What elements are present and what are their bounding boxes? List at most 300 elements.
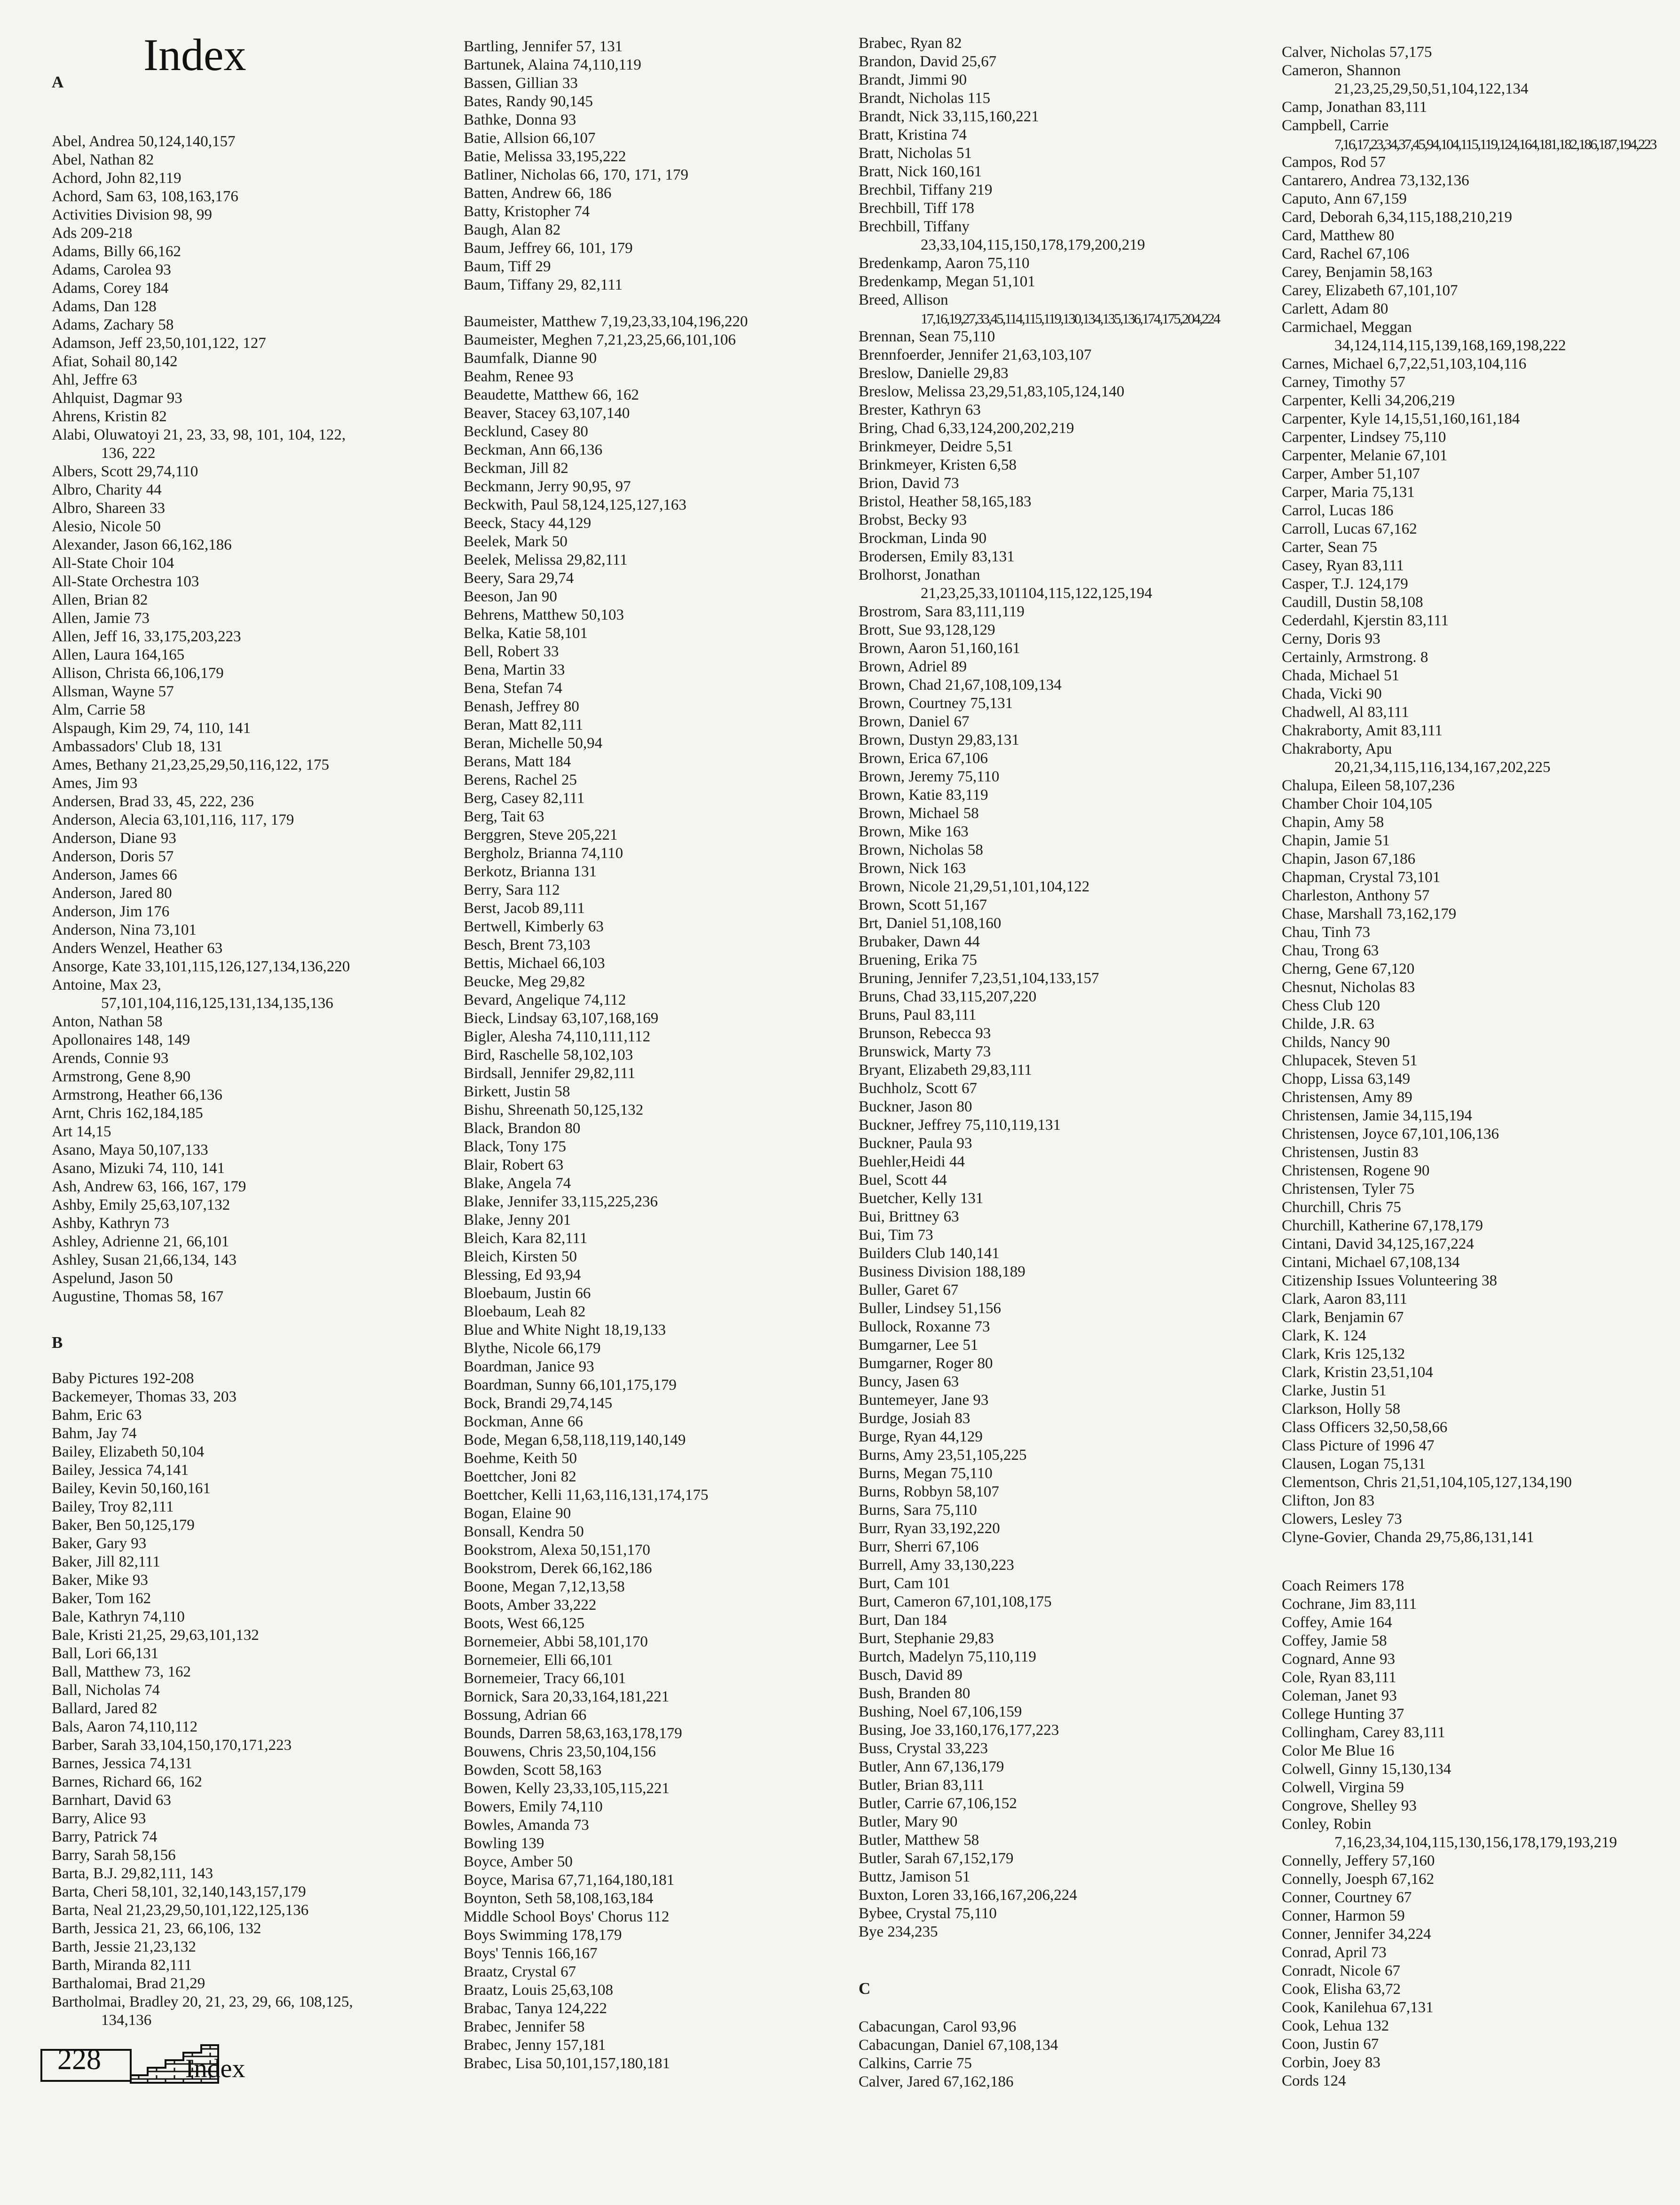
- index-entry: Conner, Harmon 59: [1282, 1907, 1405, 1924]
- index-entry: Bush, Branden 80: [859, 1685, 970, 1702]
- index-entry: Bailey, Kevin 50,160,161: [52, 1480, 211, 1497]
- index-entry: Bredenkamp, Aaron 75,110: [859, 255, 1030, 272]
- index-entry: Builders Club 140,141: [859, 1245, 1000, 1262]
- index-entry: Bell, Robert 33: [464, 643, 559, 660]
- index-entry: Ball, Matthew 73, 162: [52, 1663, 191, 1680]
- index-entry: Boys Swimming 178,179: [464, 1927, 622, 1944]
- index-entry: Carroll, Lucas 67,162: [1282, 520, 1417, 537]
- index-entry: Cantarero, Andrea 73,132,136: [1282, 172, 1469, 189]
- index-entry: Cerny, Doris 93: [1282, 630, 1380, 647]
- index-entry: Brown, Aaron 51,160,161: [859, 640, 1020, 657]
- index-entry: Beran, Michelle 50,94: [464, 735, 603, 752]
- index-entry: Chada, Vicki 90: [1282, 685, 1382, 702]
- index-entry: Ashby, Emily 25,63,107,132: [52, 1197, 230, 1213]
- index-entry: Cognard, Anne 93: [1282, 1651, 1396, 1668]
- index-entry: Boots, Amber 33,222: [464, 1597, 597, 1614]
- index-entry: Carmichael, Meggan: [1282, 319, 1412, 336]
- index-entry: Bornemeier, Tracy 66,101: [464, 1670, 626, 1687]
- index-entry: Buncy, Jasen 63: [859, 1373, 959, 1390]
- index-entry: Bybee, Crystal 75,110: [859, 1905, 997, 1922]
- index-entry: Bigler, Alesha 74,110,111,112: [464, 1028, 651, 1045]
- index-entry: Ashby, Kathryn 73: [52, 1215, 169, 1232]
- index-entry: 21,23,25,33,101104,115,122,125,194: [921, 585, 1152, 602]
- index-entry: Asano, Maya 50,107,133: [52, 1142, 208, 1158]
- index-entry: All-State Orchestra 103: [52, 573, 199, 590]
- index-entry: Boyce, Amber 50: [464, 1853, 573, 1870]
- index-entry: Barnhart, David 63: [52, 1792, 171, 1809]
- index-entry: Arnt, Chris 162,184,185: [52, 1105, 203, 1122]
- index-entry: Cintani, David 34,125,167,224: [1282, 1236, 1474, 1252]
- index-entry: Cabacungan, Daniel 67,108,134: [859, 2037, 1058, 2054]
- index-entry: Anderson, Doris 57: [52, 848, 174, 865]
- index-entry: Armstrong, Gene 8,90: [52, 1068, 191, 1085]
- index-entry: 57,101,104,116,125,131,134,135,136: [101, 995, 333, 1012]
- index-entry: Alesio, Nicole 50: [52, 518, 161, 535]
- index-entry: Connelly, Joesph 67,162: [1282, 1871, 1435, 1888]
- index-entry: Chesnut, Nicholas 83: [1282, 979, 1415, 996]
- index-entry: Brabec, Jennifer 58: [464, 2018, 585, 2035]
- index-entry: Clifton, Jon 83: [1282, 1492, 1375, 1509]
- index-entry: Ashley, Susan 21,66,134, 143: [52, 1252, 237, 1268]
- index-entry: Adams, Corey 184: [52, 280, 169, 297]
- index-entry: Carpenter, Melanie 67,101: [1282, 447, 1448, 464]
- index-entry: Brinkmeyer, Kristen 6,58: [859, 457, 1017, 473]
- index-entry: Achord, John 82,119: [52, 170, 181, 187]
- index-entry: Buckner, Paula 93: [859, 1135, 972, 1152]
- index-entry: Bratt, Nicholas 51: [859, 145, 972, 162]
- index-entry: Brown, Dustyn 29,83,131: [859, 732, 1019, 748]
- index-entry: Buetcher, Kelly 131: [859, 1190, 984, 1207]
- index-entry: Bloebaum, Leah 82: [464, 1303, 586, 1320]
- index-entry: Berans, Matt 184: [464, 753, 571, 770]
- index-entry: Burt, Dan 184: [859, 1612, 947, 1629]
- index-entry: Clyne-Govier, Chanda 29,75,86,131,141: [1282, 1529, 1534, 1546]
- index-entry: Bookstrom, Derek 66,162,186: [464, 1560, 652, 1577]
- index-entry: Armstrong, Heather 66,136: [52, 1087, 222, 1103]
- index-entry: Barta, B.J. 29,82,111, 143: [52, 1865, 213, 1882]
- index-entry: Adams, Carolea 93: [52, 261, 171, 278]
- index-entry: Bruns, Paul 83,111: [859, 1007, 977, 1024]
- index-entry: Alspaugh, Kim 29, 74, 110, 141: [52, 720, 251, 737]
- index-entry: Brown, Daniel 67: [859, 713, 970, 730]
- index-entry: Ads 209-218: [52, 225, 133, 242]
- index-entry: Ahlquist, Dagmar 93: [52, 390, 182, 407]
- index-entry: Color Me Blue 16: [1282, 1742, 1395, 1759]
- index-entry: Bornemeier, Abbi 58,101,170: [464, 1633, 648, 1650]
- index-entry: Achord, Sam 63, 108,163,176: [52, 188, 238, 205]
- index-entry: Anderson, Nina 73,101: [52, 921, 197, 938]
- index-entry: Cherng, Gene 67,120: [1282, 961, 1415, 977]
- index-entry: Bowles, Amanda 73: [464, 1817, 589, 1834]
- index-entry: Bishu, Shreenath 50,125,132: [464, 1102, 644, 1118]
- index-entry: Carter, Sean 75: [1282, 539, 1378, 556]
- index-entry: Brockman, Linda 90: [859, 530, 987, 547]
- index-entry: Card, Rachel 67,106: [1282, 245, 1410, 262]
- index-entry: Boettcher, Kelli 11,63,116,131,174,175: [464, 1487, 709, 1504]
- index-entry: Bahm, Eric 63: [52, 1407, 142, 1424]
- index-entry: Chess Club 120: [1282, 997, 1380, 1014]
- index-entry: Beckwith, Paul 58,124,125,127,163: [464, 496, 686, 513]
- index-entry: Anderson, Jim 176: [52, 903, 170, 920]
- index-entry: Brion, David 73: [859, 475, 959, 492]
- index-entry: Butler, Mary 90: [859, 1813, 958, 1830]
- index-entry: Berkotz, Brianna 131: [464, 863, 597, 880]
- index-entry: Chakraborty, Apu: [1282, 740, 1392, 757]
- index-entry: Chau, Trong 63: [1282, 942, 1379, 959]
- index-entry: Ahl, Jeffre 63: [52, 371, 137, 388]
- index-entry: Burtch, Madelyn 75,110,119: [859, 1648, 1036, 1665]
- footer-label: Index: [185, 2054, 245, 2083]
- index-entry: Bena, Martin 33: [464, 662, 565, 678]
- index-entry: Baumfalk, Dianne 90: [464, 350, 597, 367]
- index-entry: Buel, Scott 44: [859, 1172, 947, 1189]
- index-entry: Bullock, Roxanne 73: [859, 1318, 990, 1335]
- index-entry: Batie, Allsion 66,107: [464, 130, 596, 147]
- index-entry: Brown, Nick 163: [859, 860, 966, 877]
- index-entry: Bathke, Donna 93: [464, 111, 576, 128]
- index-entry: Bloebaum, Justin 66: [464, 1285, 591, 1302]
- index-entry: Bates, Randy 90,145: [464, 93, 593, 110]
- index-entry: Chlupacek, Steven 51: [1282, 1052, 1418, 1069]
- index-entry: Barry, Patrick 74: [52, 1828, 158, 1845]
- index-entry: All-State Choir 104: [52, 555, 174, 572]
- index-entry: Brobst, Becky 93: [859, 512, 967, 528]
- index-entry: Ball, Nicholas 74: [52, 1682, 160, 1699]
- index-entry: Clark, Benjamin 67: [1282, 1309, 1404, 1326]
- index-entry: Bassen, Gillian 33: [464, 75, 578, 92]
- index-entry: Baum, Tiff 29: [464, 258, 551, 275]
- index-entry: Brown, Mike 163: [859, 823, 969, 840]
- index-entry: Buchholz, Scott 67: [859, 1080, 978, 1097]
- index-entry: Boys' Tennis 166,167: [464, 1945, 598, 1962]
- index-entry: Christensen, Jamie 34,115,194: [1282, 1107, 1472, 1124]
- index-entry: Bahm, Jay 74: [52, 1425, 137, 1442]
- index-entry: Ball, Lori 66,131: [52, 1645, 159, 1662]
- index-entry: Bratt, Nick 160,161: [859, 163, 982, 180]
- index-entry: Antoine, Max 23,: [52, 976, 161, 993]
- index-entry: Ashley, Adrienne 21, 66,101: [52, 1233, 229, 1250]
- index-entry: Alabi, Oluwatoyi 21, 23, 33, 98, 101, 104, 122,: [52, 426, 346, 443]
- index-entry: Barnes, Richard 66, 162: [52, 1773, 202, 1790]
- index-entry: 20,21,34,115,116,134,167,202,225: [1334, 759, 1551, 776]
- index-entry: Ames, Bethany 21,23,25,29,50,116,122, 175: [52, 756, 329, 773]
- index-entry: Chau, Tinh 73: [1282, 924, 1370, 941]
- index-entry: Buller, Lindsey 51,156: [859, 1300, 1001, 1317]
- index-entry: Allison, Christa 66,106,179: [52, 665, 224, 682]
- index-entry: Afiat, Sohail 80,142: [52, 353, 178, 370]
- index-entry: Brott, Sue 93,128,129: [859, 622, 995, 638]
- index-entry: Blake, Angela 74: [464, 1175, 571, 1192]
- index-entry: Butler, Sarah 67,152,179: [859, 1850, 1014, 1867]
- index-entry: Brolhorst, Jonathan: [859, 567, 980, 583]
- index-entry: Brubaker, Dawn 44: [859, 933, 980, 950]
- index-entry: Barry, Sarah 58,156: [52, 1847, 176, 1864]
- index-entry: Butler, Ann 67,136,179: [859, 1758, 1004, 1775]
- index-entry: Baum, Tiffany 29, 82,111: [464, 276, 623, 293]
- index-entry: Barth, Jessica 21, 23, 66,106, 132: [52, 1920, 261, 1937]
- index-entry: Bailey, Jessica 74,141: [52, 1462, 189, 1479]
- index-entry: Conner, Courtney 67: [1282, 1889, 1412, 1906]
- index-entry: Barnes, Jessica 74,131: [52, 1755, 192, 1772]
- index-entry: Albro, Shareen 33: [52, 500, 166, 517]
- index-entry: Churchill, Katherine 67,178,179: [1282, 1217, 1483, 1234]
- index-entry: Blythe, Nicole 66,179: [464, 1340, 601, 1357]
- index-entry: Bena, Stefan 74: [464, 680, 562, 697]
- index-entry: Allen, Jamie 73: [52, 610, 150, 627]
- index-entry: Burr, Sherri 67,106: [859, 1538, 979, 1555]
- index-entry: Cords 124: [1282, 2072, 1346, 2089]
- index-entry: Batliner, Nicholas 66, 170, 171, 179: [464, 166, 689, 183]
- index-entry: Brown, Jeremy 75,110: [859, 768, 1000, 785]
- index-entry: Brandt, Nick 33,115,160,221: [859, 108, 1039, 125]
- index-entry: Collingham, Carey 83,111: [1282, 1724, 1445, 1741]
- index-entry: Brown, Adriel 89: [859, 658, 967, 675]
- index-entry: Brt, Daniel 51,108,160: [859, 915, 1002, 932]
- index-entry: Clausen, Logan 75,131: [1282, 1456, 1426, 1473]
- index-entry: Chopp, Lissa 63,149: [1282, 1071, 1411, 1087]
- index-entry: Barth, Miranda 82,111: [52, 1957, 192, 1974]
- index-entry: Butler, Brian 83,111: [859, 1777, 985, 1794]
- index-entry: Clark, Kris 125,132: [1282, 1346, 1405, 1362]
- index-entry: Bounds, Darren 58,63,163,178,179: [464, 1725, 682, 1742]
- index-entry: Bird, Raschelle 58,102,103: [464, 1047, 633, 1063]
- index-entry: Berggren, Steve 205,221: [464, 827, 618, 843]
- index-entry: Carper, Amber 51,107: [1282, 465, 1420, 482]
- index-entry: Brostrom, Sara 83,111,119: [859, 603, 1025, 620]
- index-entry: Beckman, Jill 82: [464, 460, 568, 477]
- index-entry: 134,136: [101, 2012, 152, 2029]
- index-entry: Boehme, Keith 50: [464, 1450, 577, 1467]
- index-entry: Clowers, Lesley 73: [1282, 1511, 1402, 1528]
- index-entry: Coffey, Amie 164: [1282, 1614, 1392, 1631]
- index-entry: Childs, Nancy 90: [1282, 1034, 1390, 1051]
- index-entry: Corbin, Joey 83: [1282, 2054, 1380, 2071]
- index-entry: Brandon, David 25,67: [859, 53, 997, 70]
- index-entry: Batten, Andrew 66, 186: [464, 185, 612, 202]
- index-entry: Activities Division 98, 99: [52, 206, 212, 223]
- index-entry: Bowling 139: [464, 1835, 544, 1852]
- index-entry: Brabec, Ryan 82: [859, 35, 962, 52]
- index-entry: Bui, Brittney 63: [859, 1208, 959, 1225]
- index-entry: Brandt, Nicholas 115: [859, 90, 991, 107]
- index-entry: Beaver, Stacey 63,107,140: [464, 405, 630, 422]
- index-entry: Carpenter, Kyle 14,15,51,160,161,184: [1282, 410, 1520, 427]
- index-entry: Calkins, Carrie 75: [859, 2055, 972, 2072]
- index-entry: Clark, Aaron 83,111: [1282, 1291, 1408, 1307]
- index-entry: 136, 222: [101, 445, 156, 462]
- index-entry: Augustine, Thomas 58, 167: [52, 1288, 224, 1305]
- page-number: 228: [57, 2044, 101, 2076]
- index-entry: Carrol, Lucas 186: [1282, 502, 1394, 519]
- index-entry: Middle School Boys' Chorus 112: [464, 1908, 670, 1925]
- index-entry: Bale, Kristi 21,25, 29,63,101,132: [52, 1627, 259, 1644]
- index-entry: Burr, Ryan 33,192,220: [859, 1520, 1000, 1537]
- index-entry: Batty, Kristopher 74: [464, 203, 590, 220]
- index-entry: Burge, Ryan 44,129: [859, 1428, 983, 1445]
- index-entry: Chase, Marshall 73,162,179: [1282, 906, 1457, 922]
- index-entry: Coon, Justin 67: [1282, 2036, 1379, 2053]
- index-entry: Berg, Casey 82,111: [464, 790, 585, 807]
- index-entry: Bouwens, Chris 23,50,104,156: [464, 1743, 656, 1760]
- index-entry: Burt, Cam 101: [859, 1575, 951, 1592]
- index-entry: Calver, Nicholas 57,175: [1282, 44, 1432, 61]
- index-entry: Chalupa, Eileen 58,107,236: [1282, 777, 1455, 794]
- index-entry: Breslow, Danielle 29,83: [859, 365, 1009, 382]
- index-entry: Campbell, Carrie: [1282, 117, 1389, 134]
- index-entry: Blair, Robert 63: [464, 1157, 564, 1173]
- index-entry: Bossung, Adrian 66: [464, 1707, 587, 1724]
- index-entry: College Hunting 37: [1282, 1706, 1404, 1723]
- index-entry: Bogan, Elaine 90: [464, 1505, 571, 1522]
- index-entry: Bals, Aaron 74,110,112: [52, 1718, 198, 1735]
- page-footer: [40, 2042, 285, 2087]
- index-entry: Bryant, Elizabeth 29,83,111: [859, 1062, 1032, 1079]
- index-entry: Cameron, Shannon: [1282, 62, 1401, 79]
- index-entry: Brown, Chad 21,67,108,109,134: [859, 677, 1062, 693]
- index-entry: Behrens, Matthew 50,103: [464, 606, 624, 623]
- index-entry: Cochrane, Jim 83,111: [1282, 1596, 1417, 1613]
- index-entry: Baker, Mike 93: [52, 1572, 148, 1589]
- index-entry: Cintani, Michael 67,108,134: [1282, 1254, 1460, 1271]
- index-title: Index: [143, 30, 246, 80]
- index-entry: Chakraborty, Amit 83,111: [1282, 722, 1443, 739]
- index-entry: Casey, Ryan 83,111: [1282, 557, 1404, 574]
- index-entry: Beaudette, Matthew 66, 162: [464, 386, 639, 403]
- index-entry: Chapin, Amy 58: [1282, 814, 1384, 831]
- index-entry: Bruening, Erika 75: [859, 952, 978, 969]
- index-entry: Bockman, Anne 66: [464, 1413, 583, 1430]
- index-entry: Bergholz, Brianna 74,110: [464, 845, 623, 862]
- index-entry: Anderson, Alecia 63,101,116, 117, 179: [52, 811, 294, 828]
- index-entry: Brunswick, Marty 73: [859, 1043, 991, 1060]
- index-entry: Beeson, Jan 90: [464, 588, 557, 605]
- index-entry: Birdsall, Jennifer 29,82,111: [464, 1065, 636, 1082]
- index-entry: Barta, Neal 21,23,29,50,101,122,125,136: [52, 1902, 309, 1919]
- index-entry: Bailey, Elizabeth 50,104: [52, 1443, 205, 1460]
- index-entry: 7,16,23,34,104,115,130,156,178,179,193,219: [1334, 1834, 1617, 1851]
- index-entry: Brown, Erica 67,106: [859, 750, 988, 767]
- index-entry: Cole, Ryan 83,111: [1282, 1669, 1396, 1686]
- index-entry: Buckner, Jeffrey 75,110,119,131: [859, 1117, 1061, 1134]
- index-entry: Bring, Chad 6,33,124,200,202,219: [859, 420, 1074, 437]
- index-entry: Beery, Sara 29,74: [464, 570, 574, 587]
- index-entry: Burns, Amy 23,51,105,225: [859, 1447, 1027, 1464]
- index-entry: Certainly, Armstrong. 8: [1282, 649, 1428, 666]
- index-entry: Brandt, Jimmi 90: [859, 71, 967, 88]
- index-entry: Carpenter, Kelli 34,206,219: [1282, 392, 1455, 409]
- index-entry: Bock, Brandi 29,74,145: [464, 1395, 613, 1412]
- index-entry: 17,16,19,27,33,45,114,115,119,130,134,135,136,174,175,204,224: [921, 310, 1220, 327]
- index-entry: Barber, Sarah 33,104,150,170,171,223: [52, 1737, 292, 1754]
- index-entry: Beckmann, Jerry 90,95, 97: [464, 478, 631, 495]
- index-entry: Baker, Tom 162: [52, 1590, 151, 1607]
- index-entry: Baum, Jeffrey 66, 101, 179: [464, 240, 633, 257]
- index-entry: Brodersen, Emily 83,131: [859, 548, 1015, 565]
- index-entry: Card, Deborah 6,34,115,188,210,219: [1282, 209, 1513, 226]
- index-entry: Burt, Cameron 67,101,108,175: [859, 1593, 1052, 1610]
- index-entry: Brown, Katie 83,119: [859, 787, 988, 803]
- index-entry: Berens, Rachel 25: [464, 772, 577, 788]
- section-letter: C: [859, 1979, 871, 1998]
- index-entry: Casper, T.J. 124,179: [1282, 575, 1408, 592]
- index-entry: Bredenkamp, Megan 51,101: [859, 273, 1035, 290]
- index-entry: Buntemeyer, Jane 93: [859, 1392, 989, 1409]
- index-entry: Bornemeier, Elli 66,101: [464, 1652, 613, 1669]
- index-entry: Brechbill, Tiffany: [859, 218, 970, 235]
- index-entry: Boettcher, Joni 82: [464, 1468, 576, 1485]
- index-entry: Brabac, Tanya 124,222: [464, 2000, 607, 2017]
- index-entry: Cabacungan, Carol 93,96: [859, 2018, 1017, 2035]
- index-entry: Conrad, April 73: [1282, 1944, 1387, 1961]
- index-entry: Baumeister, Matthew 7,19,23,33,104,196,220: [464, 313, 748, 330]
- index-entry: Ansorge, Kate 33,101,115,126,127,134,136,220: [52, 958, 350, 975]
- index-entry: Braatz, Louis 25,63,108: [464, 1982, 614, 1999]
- index-entry: Bratt, Kristina 74: [859, 126, 967, 143]
- index-entry: Bleich, Kirsten 50: [464, 1248, 577, 1265]
- index-entry: Busch, David 89: [859, 1667, 962, 1684]
- index-entry: Brinkmeyer, Deidre 5,51: [859, 438, 1013, 455]
- index-entry: Blessing, Ed 93,94: [464, 1267, 581, 1284]
- index-entry: Braatz, Crystal 67: [464, 1963, 576, 1980]
- index-entry: Bertwell, Kimberly 63: [464, 918, 604, 935]
- index-entry: Conley, Robin: [1282, 1816, 1372, 1833]
- index-entry: Buss, Crystal 33,223: [859, 1740, 988, 1757]
- index-entry: Brabec, Jenny 157,181: [464, 2037, 606, 2054]
- index-entry: Campos, Rod 57: [1282, 154, 1386, 171]
- index-entry: Chapin, Jason 67,186: [1282, 850, 1416, 867]
- index-entry: Bumgarner, Lee 51: [859, 1337, 978, 1354]
- index-entry: Chadwell, Al 83,111: [1282, 704, 1409, 721]
- index-entry: Connelly, Jeffery 57,160: [1282, 1852, 1435, 1869]
- index-entry: Beckman, Ann 66,136: [464, 441, 603, 458]
- index-entry: Aspelund, Jason 50: [52, 1270, 173, 1287]
- index-entry: Bruning, Jennifer 7,23,51,104,133,157: [859, 970, 1099, 987]
- index-entry: Ballard, Jared 82: [52, 1700, 158, 1717]
- index-entry: Albers, Scott 29,74,110: [52, 463, 198, 480]
- index-entry: Birkett, Justin 58: [464, 1083, 570, 1100]
- index-entry: Christensen, Joyce 67,101,106,136: [1282, 1126, 1499, 1142]
- index-entry: 23,33,104,115,150,178,179,200,219: [921, 236, 1145, 253]
- index-entry: Carpenter, Lindsey 75,110: [1282, 429, 1446, 446]
- index-entry: Allen, Brian 82: [52, 591, 148, 608]
- index-entry: Cook, Lehua 132: [1282, 2017, 1389, 2034]
- index-entry: Butler, Carrie 67,106,152: [859, 1795, 1017, 1812]
- index-entry: Adams, Billy 66,162: [52, 243, 181, 260]
- index-entry: Bettis, Michael 66,103: [464, 955, 605, 972]
- index-entry: Christensen, Rogene 90: [1282, 1162, 1430, 1179]
- index-entry: Baker, Ben 50,125,179: [52, 1517, 195, 1534]
- index-entry: Bumgarner, Roger 80: [859, 1355, 993, 1372]
- index-entry: Conradt, Nicole 67: [1282, 1962, 1401, 1979]
- index-entry: Butler, Matthew 58: [859, 1832, 979, 1849]
- index-entry: Bartunek, Alaina 74,110,119: [464, 56, 641, 73]
- index-entry: Brown, Nicole 21,29,51,101,104,122: [859, 878, 1090, 895]
- index-entry: Bookstrom, Alexa 50,151,170: [464, 1542, 650, 1559]
- index-entry: Charleston, Anthony 57: [1282, 887, 1430, 904]
- index-entry: Barth, Jessie 21,23,132: [52, 1938, 197, 1955]
- index-entry: Breslow, Melissa 23,29,51,83,105,124,140: [859, 383, 1125, 400]
- index-entry: Brester, Kathryn 63: [859, 402, 981, 418]
- index-entry: Buckner, Jason 80: [859, 1098, 972, 1115]
- index-entry: Boots, West 66,125: [464, 1615, 585, 1632]
- index-entry: Bartling, Jennifer 57, 131: [464, 38, 623, 55]
- index-entry: Anderson, James 66: [52, 866, 177, 883]
- index-entry: Adams, Zachary 58: [52, 316, 174, 333]
- index-entry: Anderson, Diane 93: [52, 830, 176, 847]
- index-entry: Brechbil, Tiffany 219: [859, 181, 993, 198]
- index-entry: Burns, Robbyn 58,107: [859, 1483, 999, 1500]
- index-entry: Adams, Dan 128: [52, 298, 157, 315]
